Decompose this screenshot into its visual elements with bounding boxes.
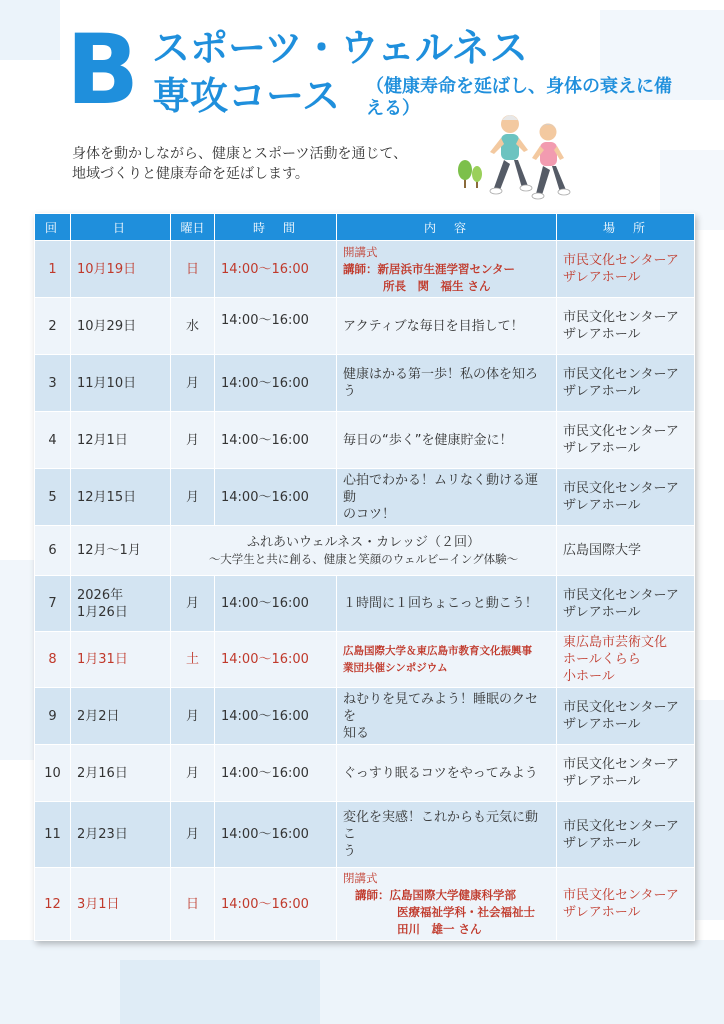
row-content: 健康はかる第一歩！私の体を知ろう: [337, 355, 557, 412]
row-place: [557, 745, 695, 802]
place-line: ザレアホール: [563, 384, 641, 399]
row-content: [337, 868, 557, 941]
place-line: 市民文化センターア: [563, 587, 679, 603]
place-line: 市民文化センターア: [563, 310, 679, 325]
place-line: 市民文化センターア: [563, 757, 679, 772]
row-place: [557, 298, 695, 355]
place-line: ザレアホール: [563, 604, 641, 620]
row-number: 3: [35, 355, 71, 412]
date-line: 1月26日: [77, 604, 128, 620]
course-title-line2: 専攻コース: [152, 74, 341, 118]
table-row: [35, 298, 695, 355]
row-time: 14:00〜16:00: [215, 745, 337, 802]
table-row: [35, 469, 695, 526]
content-line: 田川 雄一 さん: [397, 922, 482, 936]
row-content: [171, 526, 557, 576]
header-date: 日: [71, 214, 171, 241]
page-header: [0, 0, 724, 205]
row-place: [557, 802, 695, 868]
row-time: 14:00〜16:00: [215, 868, 337, 941]
content-line: ねむりを見てみよう！睡眠のクセを: [343, 691, 539, 724]
row-weekday: 月: [171, 802, 215, 868]
place-line: 市民文化センターア: [563, 424, 679, 439]
row-time: 14:00〜16:00: [215, 576, 337, 632]
walking-seniors-illustration: [452, 104, 582, 208]
row-date: [71, 576, 171, 632]
row-time: 14:00〜16:00: [215, 241, 337, 298]
row-time: 14:00〜16:00: [215, 469, 337, 526]
row-content: [337, 469, 557, 526]
row-number: 6: [35, 526, 71, 576]
row-date: 12月1日: [71, 412, 171, 469]
intro-line1: 身体を動かしながら、健康とスポーツ活動を通じて、: [72, 146, 408, 162]
course-title-line1: スポーツ・ウェルネス: [152, 26, 528, 70]
table-row: [35, 745, 695, 802]
place-line: ホールくらら: [563, 652, 641, 667]
row-time: 14:00〜16:00: [215, 632, 337, 688]
header-no: 回: [35, 214, 71, 241]
row-content: [337, 632, 557, 688]
header-time: 時 間: [215, 214, 337, 241]
table-row: [35, 688, 695, 745]
tree-icon: [458, 160, 482, 188]
row-content: [337, 802, 557, 868]
row-number: 1: [35, 241, 71, 298]
place-line: ザレアホール: [563, 498, 641, 513]
schedule-table: [34, 213, 695, 941]
row-date: 10月19日: [71, 241, 171, 298]
place-line: ザレアホール: [563, 327, 641, 342]
row-number: 7: [35, 576, 71, 632]
row-place: [557, 868, 695, 941]
content-line: 〜大学生と共に創る、健康と笑顔のウェルビーイング体験〜: [208, 551, 519, 566]
place-line: ザレアホール: [563, 441, 641, 456]
place-line: ザレアホール: [563, 835, 641, 851]
row-date: 12月15日: [71, 469, 171, 526]
row-time: 14:00〜16:00: [215, 355, 337, 412]
place-line: 市民文化センターア: [563, 481, 679, 496]
row-number: 9: [35, 688, 71, 745]
row-number: 4: [35, 412, 71, 469]
row-number: 11: [35, 802, 71, 868]
row-weekday: 日: [171, 868, 215, 941]
place-line: 市民文化センターア: [563, 253, 679, 268]
row-time: 14:00〜16:00: [215, 802, 337, 868]
date-line: 2026年: [77, 587, 124, 603]
header-place: 場 所: [557, 214, 695, 241]
row-weekday: 月: [171, 745, 215, 802]
content-line: 講師：広島国際大学健康科学部: [355, 888, 516, 902]
row-content: アクティブな毎日を目指して！: [337, 298, 557, 355]
place-line: 小ホール: [563, 669, 615, 684]
content-line: 所長 関 福生 さん: [383, 278, 491, 293]
row-place: [557, 632, 695, 688]
row-content: [337, 241, 557, 298]
row-weekday: 月: [171, 688, 215, 745]
row-place: [557, 576, 695, 632]
place-line: 東広島市芸術文化: [563, 635, 668, 650]
row-weekday: 月: [171, 576, 215, 632]
header-weekday: 曜日: [171, 214, 215, 241]
row-date: 3月1日: [71, 868, 171, 941]
woman-figure-icon: [532, 124, 570, 200]
table-row: [35, 632, 695, 688]
row-number: 12: [35, 868, 71, 941]
row-date: 11月10日: [71, 355, 171, 412]
table-row: [35, 355, 695, 412]
man-figure-icon: [490, 115, 532, 194]
intro-line2: 地域づくりと健康寿命を延ばします。: [72, 166, 309, 182]
row-time: 14:00〜16:00: [215, 688, 337, 745]
row-weekday: 月: [171, 355, 215, 412]
row-date: 10月29日: [71, 298, 171, 355]
row-weekday: 日: [171, 241, 215, 298]
place-line: ザレアホール: [563, 774, 641, 789]
row-number: 10: [35, 745, 71, 802]
place-line: 市民文化センターア: [563, 367, 679, 382]
header-content: 内 容: [337, 214, 557, 241]
row-time: 14:00〜16:00: [215, 298, 337, 355]
row-place: 広島国際大学: [557, 526, 695, 576]
table-row: [35, 576, 695, 632]
row-date: 2月23日: [71, 802, 171, 868]
row-content: ぐっすり眠るコツをやってみよう: [337, 745, 557, 802]
row-date: 12月〜1月: [71, 526, 171, 576]
row-place: [557, 355, 695, 412]
place-line: 市民文化センターア: [563, 700, 679, 715]
row-weekday: 水: [171, 298, 215, 355]
row-date: 1月31日: [71, 632, 171, 688]
course-intro: [72, 144, 492, 184]
content-line: 業団共催シンポジウム: [343, 661, 448, 674]
row-number: 8: [35, 632, 71, 688]
row-content: 毎日の“歩く”を健康貯金に！: [337, 412, 557, 469]
row-time: 14:00〜16:00: [215, 412, 337, 469]
row-date: 2月2日: [71, 688, 171, 745]
course-letter: B: [66, 14, 138, 126]
row-weekday: 月: [171, 412, 215, 469]
row-number: 2: [35, 298, 71, 355]
table-row: [35, 802, 695, 868]
place-line: ザレアホール: [563, 270, 641, 285]
course-subtitle: （健康寿命を延ばし、身体の衰えに備える）: [366, 76, 672, 119]
row-place: [557, 412, 695, 469]
place-line: 市民文化センターア: [563, 818, 679, 834]
content-line: 知る: [343, 725, 370, 741]
content-line: 心拍でわかる！ムリなく動ける運動: [343, 472, 539, 505]
row-date: 2月16日: [71, 745, 171, 802]
table-row: [35, 526, 695, 576]
row-weekday: 月: [171, 469, 215, 526]
content-line: 広島国際大学＆東広島市教育文化振興事: [343, 644, 532, 657]
place-line: ザレアホール: [563, 905, 641, 920]
content-line: のコツ！: [343, 506, 396, 522]
place-line: 市民文化センターア: [563, 888, 679, 903]
row-number: 5: [35, 469, 71, 526]
table-row: [35, 412, 695, 469]
content-line: ふれあいウェルネス・カレッジ（２回）: [247, 534, 480, 550]
content-line: 閉講式: [343, 871, 378, 885]
content-line: 講師：新居浜市生涯学習センター: [343, 261, 516, 276]
content-line: う: [343, 844, 357, 859]
table-row: [35, 868, 695, 941]
row-content: [337, 688, 557, 745]
table-row: [35, 241, 695, 298]
row-content: １時間に１回ちょこっと動こう！: [337, 576, 557, 632]
place-line: ザレアホール: [563, 717, 641, 732]
content-line: 開講式: [343, 244, 378, 259]
content-line: 医療福祉学科・社会福祉士: [397, 905, 535, 919]
row-place: [557, 688, 695, 745]
content-line: 変化を実感！これからも元気に動こ: [343, 810, 539, 842]
row-weekday: 土: [171, 632, 215, 688]
table-header-row: [35, 214, 695, 241]
row-place: [557, 469, 695, 526]
row-place: [557, 241, 695, 298]
